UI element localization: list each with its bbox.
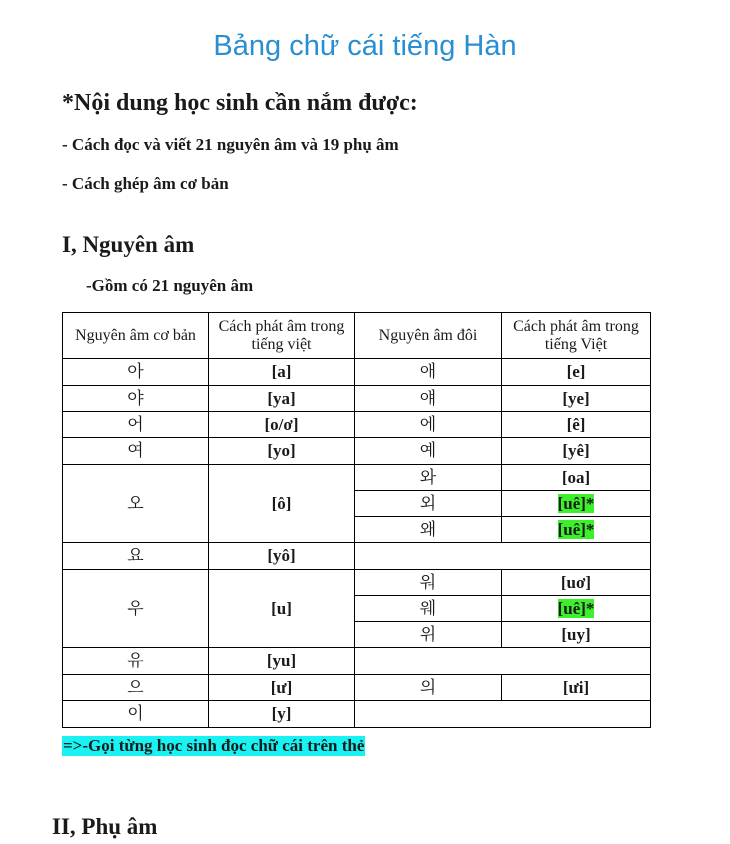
double-vowel-cell: 위 xyxy=(355,622,502,648)
header-basic-vowel: Nguyên âm cơ bản xyxy=(63,313,209,359)
table-row xyxy=(63,675,651,701)
double-vowel-cell: 와 xyxy=(355,465,502,491)
pronunciation-cell: [oa] xyxy=(502,465,651,491)
pronunciation-cell: [y] xyxy=(209,701,355,728)
pronunciation-cell: [uy] xyxy=(502,622,651,648)
basic-vowel-cell: 이 xyxy=(63,701,209,728)
basic-vowel-cell: 요 xyxy=(63,543,209,570)
pronunciation-cell: [u] xyxy=(209,570,355,648)
table-row xyxy=(63,648,651,675)
double-vowel-cell: 워 xyxy=(355,570,502,596)
double-vowel-cell: 에 xyxy=(355,412,502,438)
teacher-note: =>-Gọi từng học sinh đọc chữ cái trên thẻ xyxy=(63,736,365,755)
basic-vowel-cell: 어 xyxy=(63,412,209,438)
basic-vowel-cell: 우 xyxy=(63,570,209,648)
pronunciation-cell xyxy=(502,596,651,622)
double-vowel-cell: 예 xyxy=(355,438,502,465)
double-vowel-cell: 애 xyxy=(355,359,502,386)
empty-cell xyxy=(355,701,651,728)
table-row xyxy=(63,465,651,491)
double-vowel-cell: 외 xyxy=(355,491,502,517)
basic-vowel-cell: 아 xyxy=(63,359,209,386)
table-row xyxy=(63,412,651,438)
header-pronunciation: Cách phát âm trong tiếng việt xyxy=(209,313,355,359)
table-row xyxy=(63,359,651,386)
highlighted-pronunciation: [uê]* xyxy=(557,493,595,513)
basic-vowel-cell: 오 xyxy=(63,465,209,543)
table-row xyxy=(63,701,651,728)
pronunciation-cell xyxy=(502,517,651,543)
pronunciation-cell: [yê] xyxy=(502,438,651,465)
objective-item: - Cách ghép âm cơ bản xyxy=(62,174,229,193)
header-double-vowel: Nguyên âm đôi xyxy=(355,313,502,359)
document-title: Bảng chữ cái tiếng Hàn xyxy=(213,30,517,62)
double-vowel-cell: 왜 xyxy=(355,517,502,543)
pronunciation-cell: [a] xyxy=(209,359,355,386)
header-pronunciation: Cách phát âm trong tiếng Việt xyxy=(502,313,651,359)
table-row xyxy=(63,543,651,570)
double-vowel-cell: 얘 xyxy=(355,386,502,412)
pronunciation-cell xyxy=(502,491,651,517)
table-row xyxy=(63,570,651,596)
pronunciation-cell: [yô] xyxy=(209,543,355,570)
pronunciation-cell: [ye] xyxy=(502,386,651,412)
basic-vowel-cell: 야 xyxy=(63,386,209,412)
pronunciation-cell: [e] xyxy=(502,359,651,386)
pronunciation-cell: [ê] xyxy=(502,412,651,438)
pronunciation-cell: [yo] xyxy=(209,438,355,465)
pronunciation-cell: [ya] xyxy=(209,386,355,412)
pronunciation-cell: [ô] xyxy=(209,465,355,543)
basic-vowel-cell: 여 xyxy=(63,438,209,465)
vowels-subtitle: -Gồm có 21 nguyên âm xyxy=(86,276,254,295)
double-vowel-cell: 의 xyxy=(355,675,502,701)
table-header-row xyxy=(63,313,651,359)
section-heading-vowels: I, Nguyên âm xyxy=(62,232,195,257)
pronunciation-cell: [o/ơ] xyxy=(209,412,355,438)
pronunciation-cell: [yu] xyxy=(209,648,355,675)
objectives-heading: *Nội dung học sinh cần nắm được: xyxy=(62,90,418,116)
table-row xyxy=(63,438,651,465)
highlighted-pronunciation: [uê]* xyxy=(557,598,595,618)
empty-cell xyxy=(355,648,651,675)
objective-item: - Cách đọc và viết 21 nguyên âm và 19 phụ âm xyxy=(62,135,399,154)
highlighted-pronunciation: [uê]* xyxy=(557,519,595,539)
table-row xyxy=(63,386,651,412)
basic-vowel-cell: 으 xyxy=(63,675,209,701)
basic-vowel-cell: 유 xyxy=(63,648,209,675)
section-heading-consonants: II, Phụ âm xyxy=(52,814,158,839)
double-vowel-cell: 웨 xyxy=(355,596,502,622)
pronunciation-cell: [ưi] xyxy=(502,675,651,701)
vowel-table xyxy=(62,312,651,728)
empty-cell xyxy=(355,543,651,570)
pronunciation-cell: [uơ] xyxy=(502,570,651,596)
pronunciation-cell: [ư] xyxy=(209,675,355,701)
